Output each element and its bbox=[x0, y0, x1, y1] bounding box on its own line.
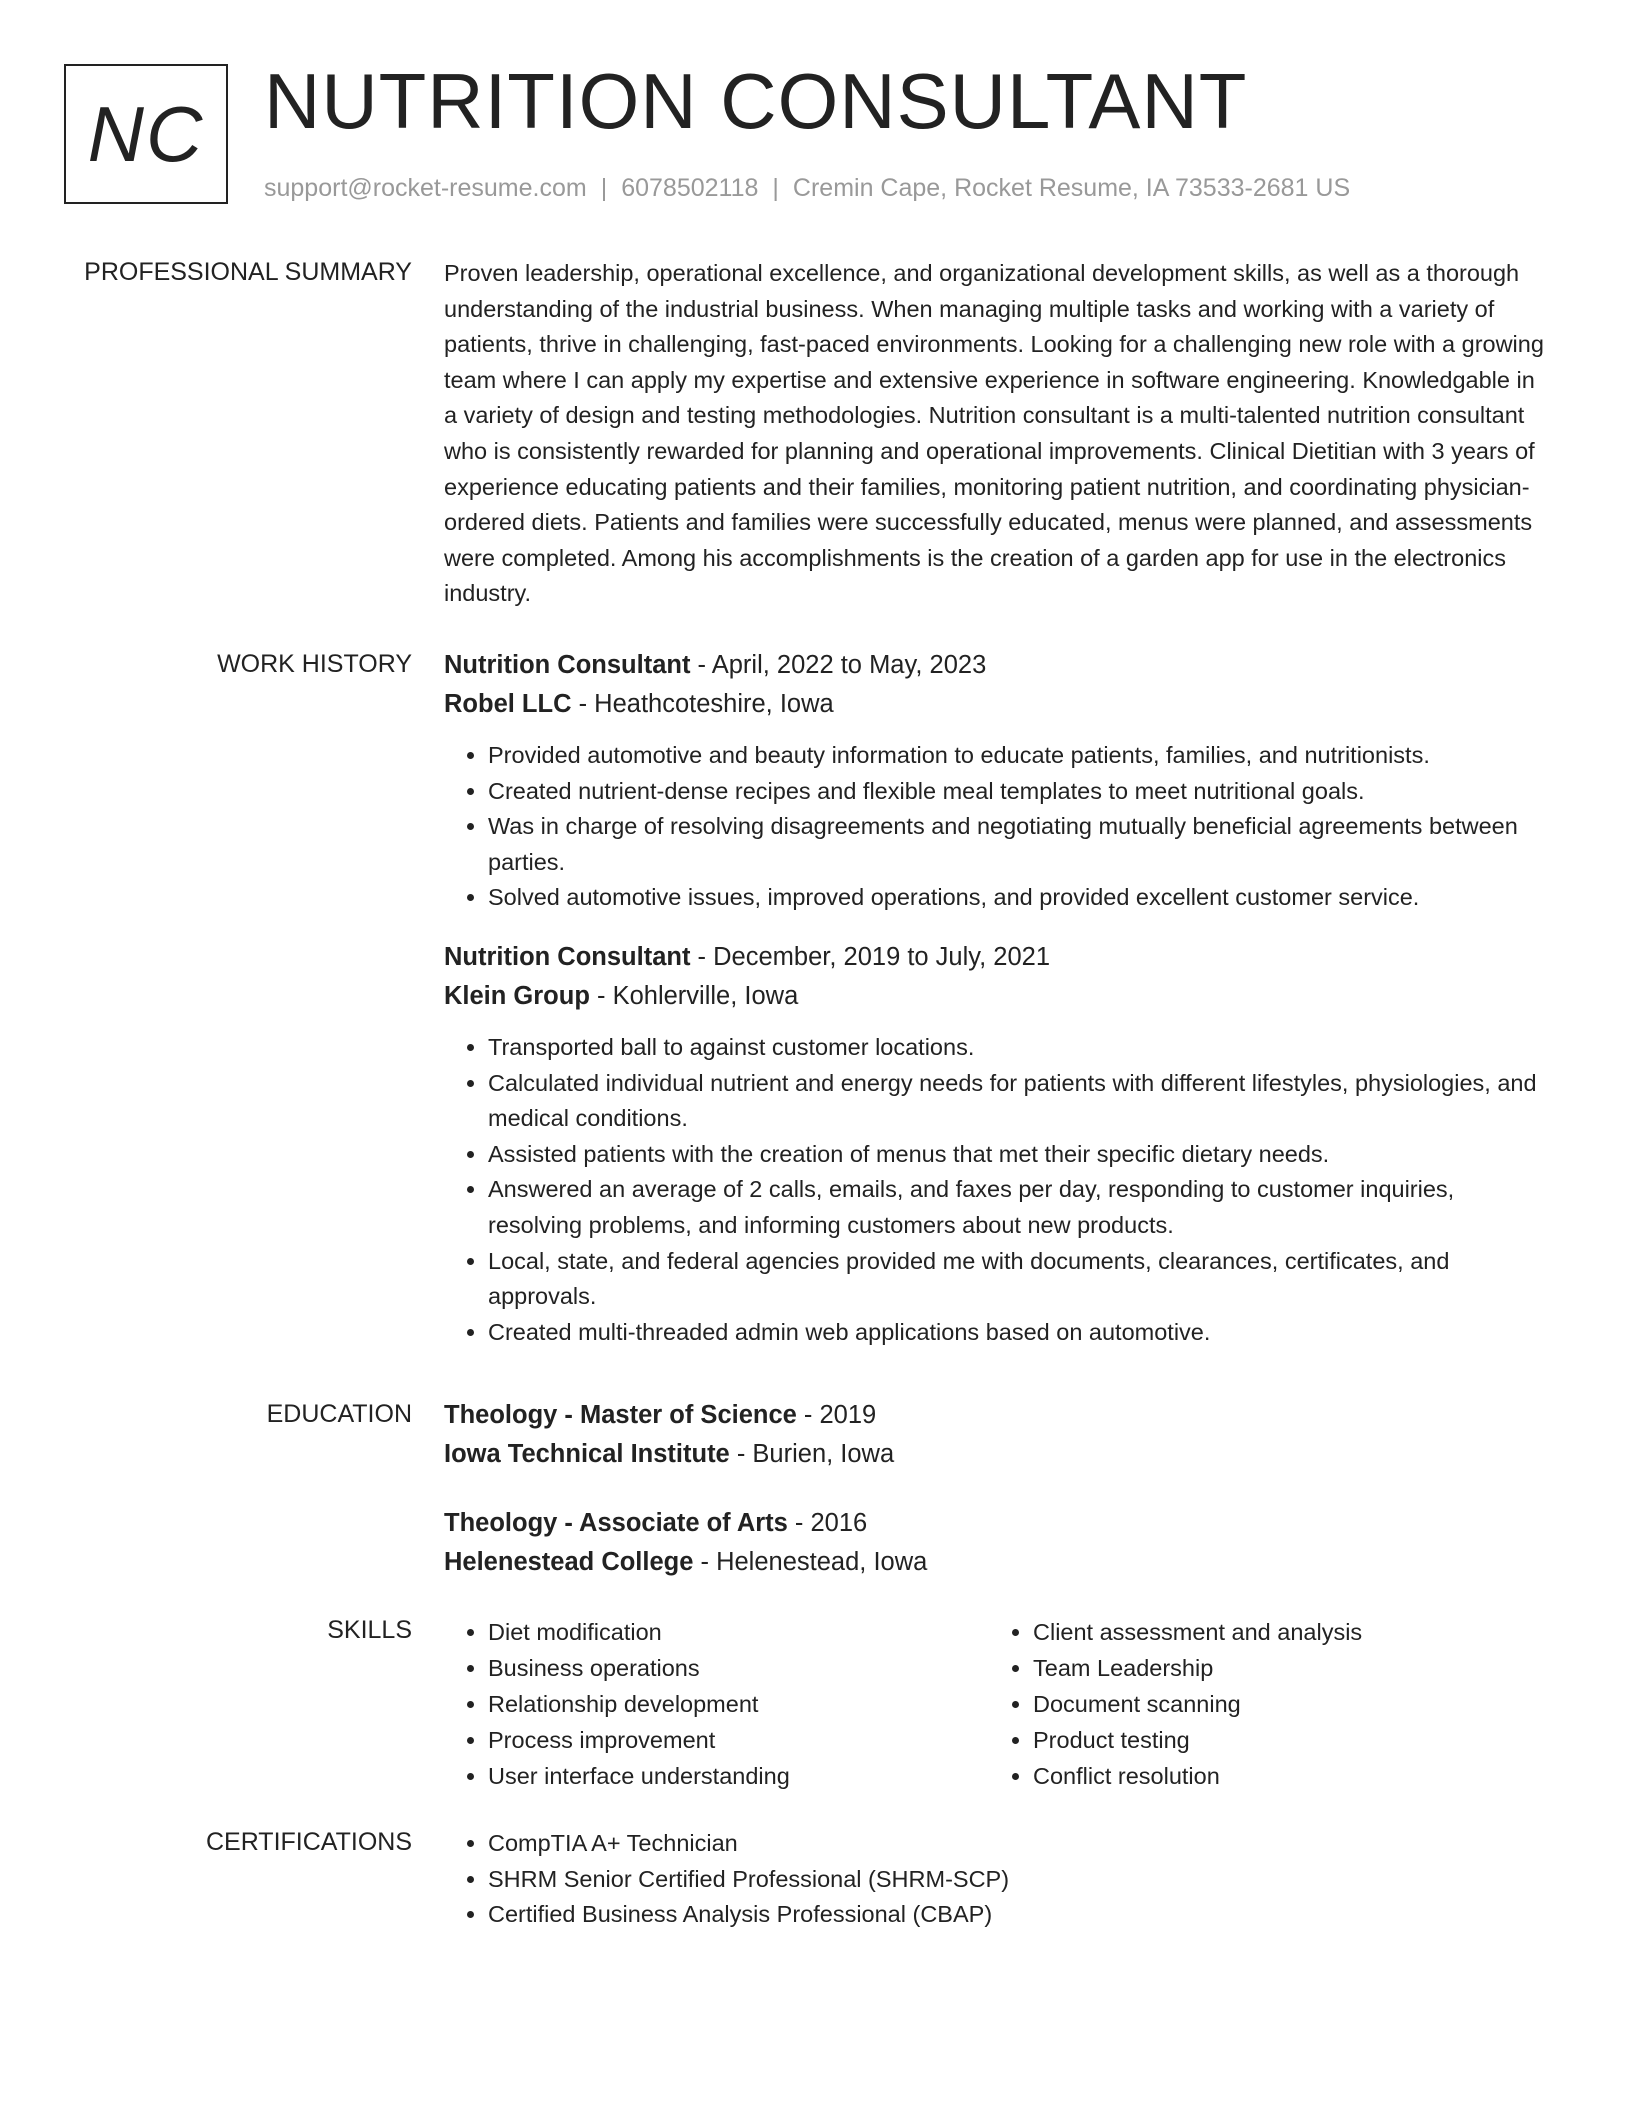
job-location: - Heathcoteshire, Iowa bbox=[571, 690, 834, 718]
job-bullet: • Transported ball to against customer locations. bbox=[488, 1030, 1554, 1066]
resume-title: NUTRITION CONSULTANT bbox=[264, 57, 1248, 145]
job-title: Nutrition Consultant bbox=[444, 942, 691, 971]
school-location: - Burien, Iowa bbox=[729, 1440, 895, 1468]
monogram-text: NC bbox=[87, 89, 205, 178]
work-history-body bbox=[444, 646, 1554, 1350]
job-entry bbox=[444, 646, 1554, 916]
job-bullet: • Calculated individual nutrient and energy needs for patients with different lifestyles, physiologies, and medical conditions. bbox=[488, 1066, 1554, 1137]
degree-year: - 2016 bbox=[787, 1509, 868, 1537]
skill-item: • Conflict resolution bbox=[1033, 1758, 1534, 1794]
skill-item: • Relationship development bbox=[488, 1686, 989, 1722]
skill-item: • Team Leadership bbox=[1033, 1650, 1534, 1686]
contact-line bbox=[264, 174, 1350, 203]
job-location: - Kohlerville, Iowa bbox=[589, 981, 799, 1010]
job-company-line bbox=[444, 685, 1554, 724]
skill-item: • Business operations bbox=[488, 1650, 989, 1686]
education-entry bbox=[444, 1504, 1554, 1582]
skill-item: • Client assessment and analysis bbox=[1033, 1614, 1534, 1650]
job-entry bbox=[444, 938, 1554, 1350]
skills-body bbox=[444, 1614, 1554, 1794]
skills-heading: SKILLS bbox=[327, 1616, 412, 1644]
job-title: Nutrition Consultant bbox=[444, 651, 691, 679]
degree-name: Theology - Associate of Arts bbox=[444, 1509, 788, 1537]
contact-separator: | bbox=[600, 174, 608, 202]
summary-body bbox=[444, 256, 1554, 612]
certification-item: • Certified Business Analysis Professional (CBAP) bbox=[488, 1897, 1554, 1933]
certifications-list bbox=[444, 1826, 1554, 1933]
skills-list bbox=[444, 1614, 989, 1794]
job-title-line bbox=[444, 646, 1554, 685]
skills-list bbox=[989, 1614, 1534, 1794]
job-company: Robel LLC bbox=[444, 690, 572, 718]
contact-phone[interactable]: 6078502118 bbox=[621, 174, 759, 202]
job-bullet: • Local, state, and federal agencies provided me with documents, clearances, certificates, and approvals. bbox=[488, 1244, 1554, 1315]
skills-grid bbox=[444, 1614, 1554, 1794]
job-company-line bbox=[444, 977, 1554, 1016]
job-bullet: • Assisted patients with the creation of menus that met their specific dietary needs. bbox=[488, 1137, 1554, 1173]
summary-heading: PROFESSIONAL SUMMARY bbox=[84, 258, 412, 286]
certification-item: • CompTIA A+ Technician bbox=[488, 1826, 1554, 1862]
summary-text: Proven leadership, operational excellence, and organizational development skills, as well as a thorough understanding of the industrial business. When managing multiple tasks and working with a variety of patients, thrive in challenging, fast-paced environments. Looking for a challenging new role with a growing team where I can apply my expertise and extensive experience in software engineering. Knowledgable in a variety of design and testing methodologies. Nutrition consultant is a multi-talented nutrition consultant who is consistently rewarded for planning and operational improvements. Clinical Dietitian with 3 years of experience educating patients and their families, monitoring patient nutrition, and coordinating physician-ordered diets. Patients and families were successfully educated, menus were planned, and assessments were completed. Among his accomplishments is the creation of a garden app for use in the electronics industry. bbox=[444, 260, 1544, 607]
school-location: - Helenestead, Iowa bbox=[693, 1548, 928, 1576]
skill-item: • Document scanning bbox=[1033, 1686, 1534, 1722]
contact-email[interactable]: support@rocket-resume.com bbox=[264, 174, 587, 202]
skill-item: • User interface understanding bbox=[488, 1758, 989, 1794]
job-bullet: • Created nutrient-dense recipes and flexible meal templates to meet nutritional goals. bbox=[488, 774, 1554, 810]
job-title-line bbox=[444, 938, 1554, 977]
education-heading: EDUCATION bbox=[266, 1400, 412, 1428]
job-bullet: • Provided automotive and beauty information to educate patients, families, and nutritionists. bbox=[488, 738, 1554, 774]
job-bullet: • Created multi-threaded admin web applications based on automotive. bbox=[488, 1315, 1554, 1351]
contact-separator: | bbox=[772, 174, 779, 202]
school-name: Iowa Technical Institute bbox=[444, 1440, 730, 1468]
school-line bbox=[444, 1543, 1554, 1582]
job-company: Klein Group bbox=[444, 981, 590, 1010]
skills-column-left bbox=[444, 1614, 989, 1794]
school-name: Helenestead College bbox=[444, 1548, 694, 1576]
job-bullets bbox=[444, 1030, 1554, 1350]
degree-line bbox=[444, 1504, 1554, 1543]
job-bullets bbox=[444, 738, 1554, 916]
degree-name: Theology - Master of Science bbox=[444, 1401, 797, 1429]
job-bullet: • Was in charge of resolving disagreements and negotiating mutually beneficial agreements between parties. bbox=[488, 809, 1554, 880]
education-entry bbox=[444, 1396, 1554, 1474]
work-history-heading: WORK HISTORY bbox=[217, 650, 412, 678]
certification-item: • SHRM Senior Certified Professional (SHRM-SCP) bbox=[488, 1862, 1554, 1898]
certifications-body bbox=[444, 1826, 1554, 1933]
job-bullet: • Answered an average of 2 calls, emails, and faxes per day, responding to customer inquiries, resolving problems, and informing customers about new products. bbox=[488, 1172, 1554, 1243]
skill-item: • Process improvement bbox=[488, 1722, 989, 1758]
job-dates: - April, 2022 to May, 2023 bbox=[690, 651, 987, 679]
contact-address: Cremin Cape, Rocket Resume, IA 73533-2681 US bbox=[792, 174, 1351, 202]
job-dates: - December, 2019 to July, 2021 bbox=[690, 942, 1051, 971]
degree-line bbox=[444, 1396, 1554, 1435]
certifications-heading: CERTIFICATIONS bbox=[205, 1828, 412, 1856]
school-line bbox=[444, 1435, 1554, 1474]
job-bullet: • Solved automotive issues, improved operations, and provided excellent customer service. bbox=[488, 880, 1554, 916]
degree-year: - 2019 bbox=[796, 1401, 877, 1429]
skill-item: • Diet modification bbox=[488, 1614, 989, 1650]
monogram-badge bbox=[64, 64, 228, 204]
skill-item: • Product testing bbox=[1033, 1722, 1534, 1758]
skills-column-right bbox=[989, 1614, 1534, 1794]
education-body bbox=[444, 1396, 1554, 1582]
